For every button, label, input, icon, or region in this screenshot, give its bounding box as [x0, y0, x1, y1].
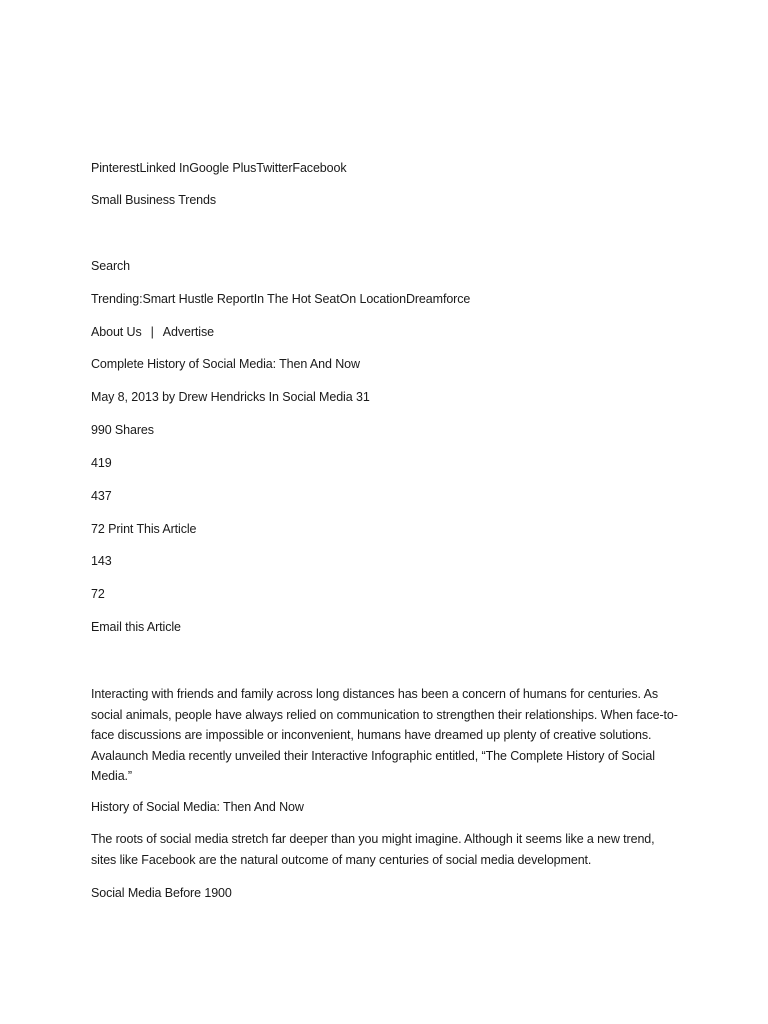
linkedin-link[interactable]: Linked In: [139, 161, 190, 175]
top-nav: [91, 324, 214, 340]
share-count-2[interactable]: 437: [91, 489, 112, 503]
facebook-link[interactable]: Facebook: [292, 161, 347, 175]
article-subheading-1: History of Social Media: Then And Now: [91, 800, 304, 814]
article-byline: May 8, 2013 by Drew Hendricks In Social Media 31: [91, 390, 370, 404]
share-count-1[interactable]: 419: [91, 456, 112, 470]
site-name[interactable]: Small Business Trends: [91, 193, 217, 207]
trending-label: Trending:: [91, 292, 143, 306]
trending-item-smart-hustle-report[interactable]: Smart Hustle Report: [142, 292, 254, 306]
print-row: [91, 521, 196, 537]
social-links-row: [91, 160, 347, 176]
pinterest-link[interactable]: Pinterest: [91, 161, 140, 175]
share-total: 990 Shares: [91, 423, 154, 437]
share-count-5[interactable]: 72: [91, 587, 105, 601]
trending-item-dreamforce[interactable]: Dreamforce: [405, 292, 471, 306]
article-paragraph-2: The roots of social media stretch far deeper than you might imagine. Although it seems like a new trend, sites like Facebook are the natural outcome of many centuries of social media development.: [91, 832, 655, 867]
about-us-link[interactable]: About Us: [91, 325, 142, 339]
trending-item-in-the-hot-seat[interactable]: In The Hot Seat: [253, 292, 340, 306]
search-link[interactable]: Search: [91, 259, 131, 273]
twitter-link[interactable]: Twitter: [256, 161, 293, 175]
share-count-3[interactable]: 72: [91, 522, 105, 536]
article-subheading-2: Social Media Before 1900: [91, 886, 232, 900]
google-plus-link[interactable]: Google Plus: [189, 161, 257, 175]
trending-item-on-location[interactable]: On Location: [339, 292, 406, 306]
article-paragraph-1: Interacting with friends and family across long distances has been a concern of humans for centuries. As social animals, people have always relied on communication to strengthen their relationships. When face-to-face discussions are impossible or inconvenient, humans have dreamed up plenty of creative solutions. Avalaunch Media recently unveiled their Interactive Infographic entitled, “The Complete History of Social Media.”: [91, 687, 678, 783]
nav-separator: |: [150, 325, 154, 339]
trending-row: [91, 291, 470, 307]
advertise-link[interactable]: Advertise: [162, 325, 214, 339]
print-article-link[interactable]: Print This Article: [108, 522, 197, 536]
share-count-4[interactable]: 143: [91, 554, 112, 568]
email-article-link[interactable]: Email this Article: [91, 620, 181, 634]
article-title: Complete History of Social Media: Then And Now: [91, 357, 360, 371]
